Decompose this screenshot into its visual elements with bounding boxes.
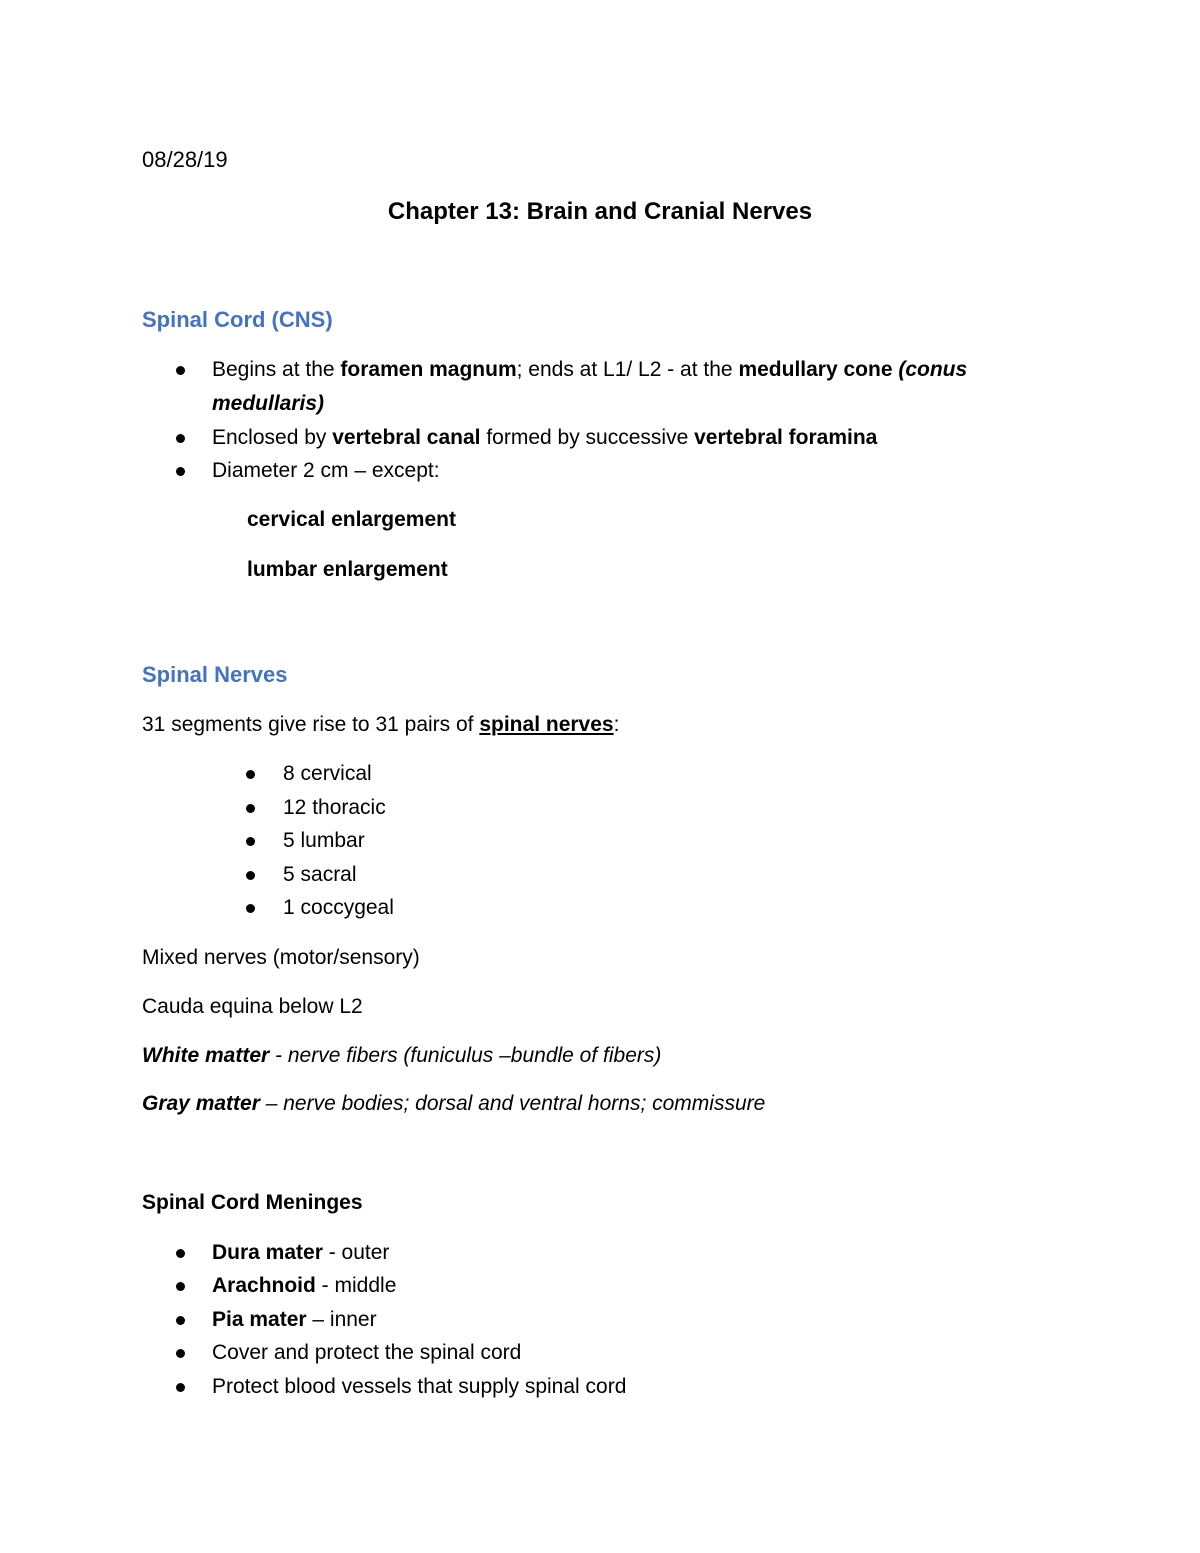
list-item: Dura mater - outer [212,1241,390,1264]
list-item: Protect blood vessels that supply spinal cord [212,1375,627,1398]
section-heading-spinal-nerves: Spinal Nerves [142,662,288,687]
list-item: Pia mater – inner [212,1308,377,1331]
bullet-icon [176,434,185,443]
list-item: 5 sacral [283,863,357,886]
gray-matter-text: Gray matter – nerve bodies; dorsal and ventral horns; commissure [142,1092,766,1115]
list-item: Arachnoid - middle [212,1274,397,1297]
list-item-continuation: medullaris) [212,392,325,415]
bullet-icon [246,837,255,846]
page-title: Chapter 13: Brain and Cranial Nerves [387,198,813,225]
list-item: 1 coccygeal [283,896,394,919]
bullet-icon [176,366,185,375]
bullet-icon [176,1316,185,1325]
mixed-nerves-text: Mixed nerves (motor/sensory) [142,946,420,969]
section-heading-spinal-cord: Spinal Cord (CNS) [142,307,333,332]
list-item: Begins at the foramen magnum; ends at L1/ L2 - at the medullary cone (conus [212,358,968,381]
list-item: 8 cervical [283,762,372,785]
bullet-icon [246,904,255,913]
document-date: 08/28/19 [142,147,228,172]
enlargement-item: lumbar enlargement [247,558,448,581]
bullet-icon [246,770,255,779]
list-item: Enclosed by vertebral canal formed by successive vertebral foramina [212,426,878,449]
white-matter-text: White matter - nerve fibers (funiculus –bundle of fibers) [142,1044,662,1067]
bullet-icon [246,804,255,813]
list-item: Cover and protect the spinal cord [212,1341,522,1364]
bullet-icon [176,1282,185,1291]
bullet-icon [176,1249,185,1258]
list-item: 12 thoracic [283,796,386,819]
bullet-icon [246,871,255,880]
bullet-icon [176,1349,185,1358]
section-heading-meninges: Spinal Cord Meninges [142,1191,363,1214]
cauda-equina-text: Cauda equina below L2 [142,995,363,1018]
bullet-icon [176,467,185,476]
spinal-nerves-intro: 31 segments give rise to 31 pairs of spinal nerves: [142,713,620,736]
list-item: Diameter 2 cm – except: [212,459,440,482]
list-item: 5 lumbar [283,829,365,852]
bullet-icon [176,1383,185,1392]
enlargement-item: cervical enlargement [247,508,456,531]
